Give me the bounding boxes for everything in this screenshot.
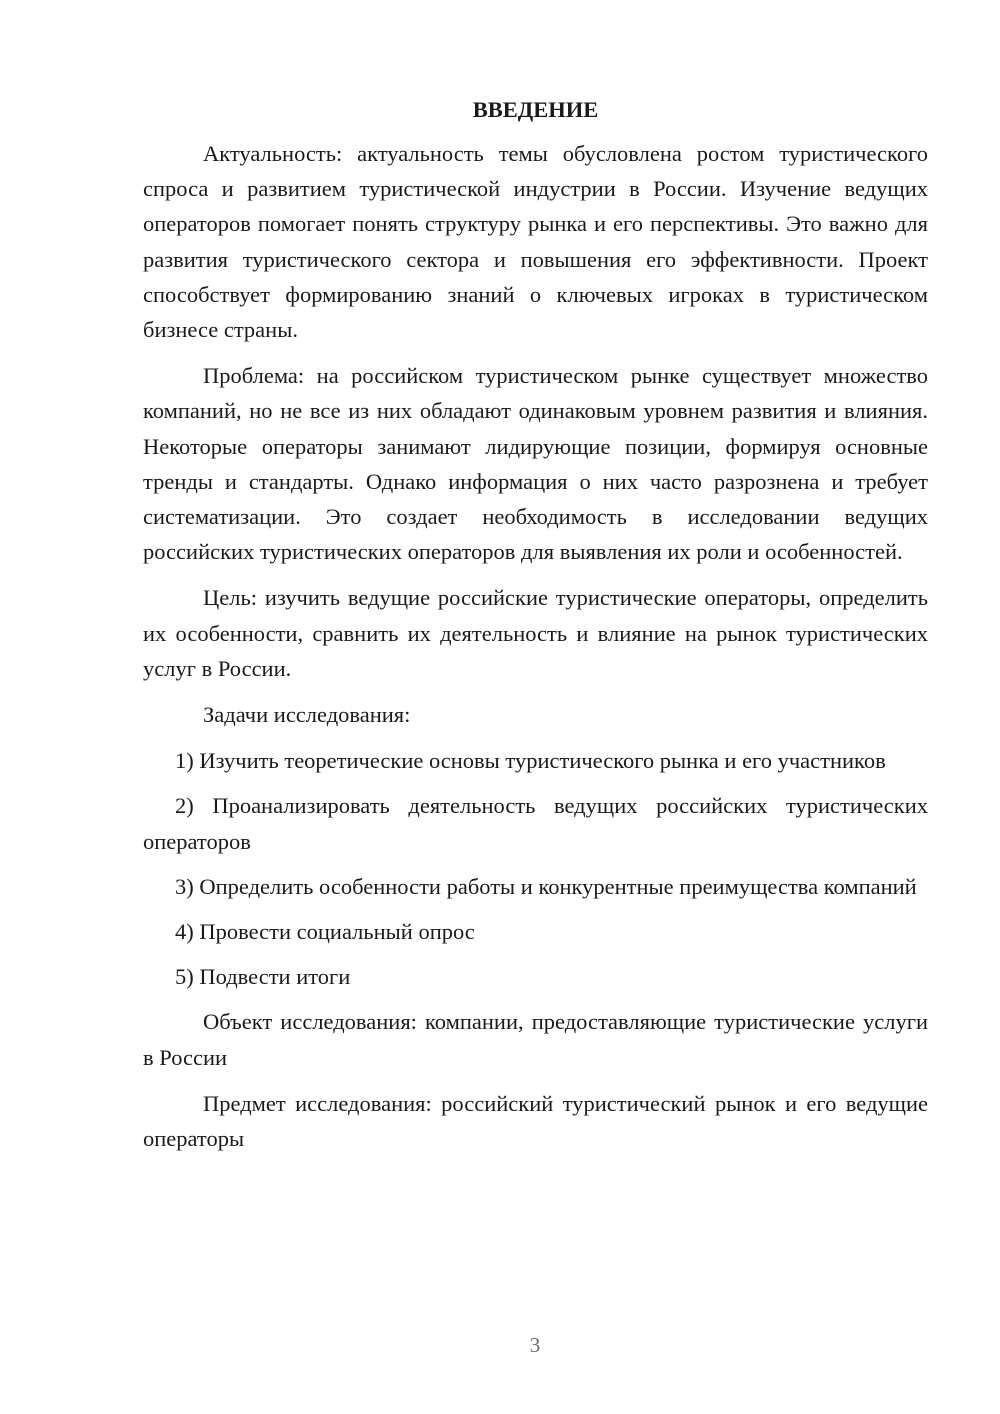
task-item-4: 4) Провести социальный опрос	[175, 919, 475, 945]
tasks-heading: Задачи исследования:	[203, 702, 411, 728]
page-content	[143, 92, 928, 1167]
task-item-5: 5) Подвести итоги	[175, 964, 351, 990]
subject-paragraph: Предмет исследования: российский туристический рынок и его ведущие операторы	[143, 1090, 928, 1152]
object-paragraph: Объект исследования: компании, предоставляющие туристические услуги в России	[143, 1009, 928, 1070]
goal-paragraph: Цель: изучить ведущие российские туристические операторы, определить их особенности, сравнить их деятельность и влияние на рынок туристических услуг в России.	[143, 585, 928, 681]
task-item-2: 2) Проанализировать деятельность ведущих российских туристических операторов	[143, 793, 928, 854]
page-number: 3	[529, 1333, 541, 1357]
relevance-paragraph: Актуальность: актуальность темы обусловлена ростом туристического спроса и развитием туристической индустрии в России. Изучение ведущих операторов помогает понять структуру рынка и его перспективы. Это важно для развития туристического сектора и повышения его эффективности. Проект способствует формированию знаний о ключевых игроках в туристическом бизнесе страны.	[143, 141, 928, 343]
task-item-1: 1) Изучить теоретические основы туристического рынка и его участников	[175, 748, 886, 774]
problem-paragraph: Проблема: на российском туристическом рынке существует множество компаний, но не все из них обладают одинаковым уровнем развития и влияния. Некоторые операторы занимают лидирующие позиции, формируя основные тренды и стандарты. Однако информация о них часто разрознена и требует систематизации. Это создает необходимость в исследовании ведущих российских туристических операторов для выявления их роли и особенностей.	[143, 363, 928, 565]
task-item-3: 3) Определить особенности работы и конкурентные преимущества компаний	[175, 873, 917, 899]
section-title: ВВЕДЕНИЕ	[472, 97, 599, 122]
